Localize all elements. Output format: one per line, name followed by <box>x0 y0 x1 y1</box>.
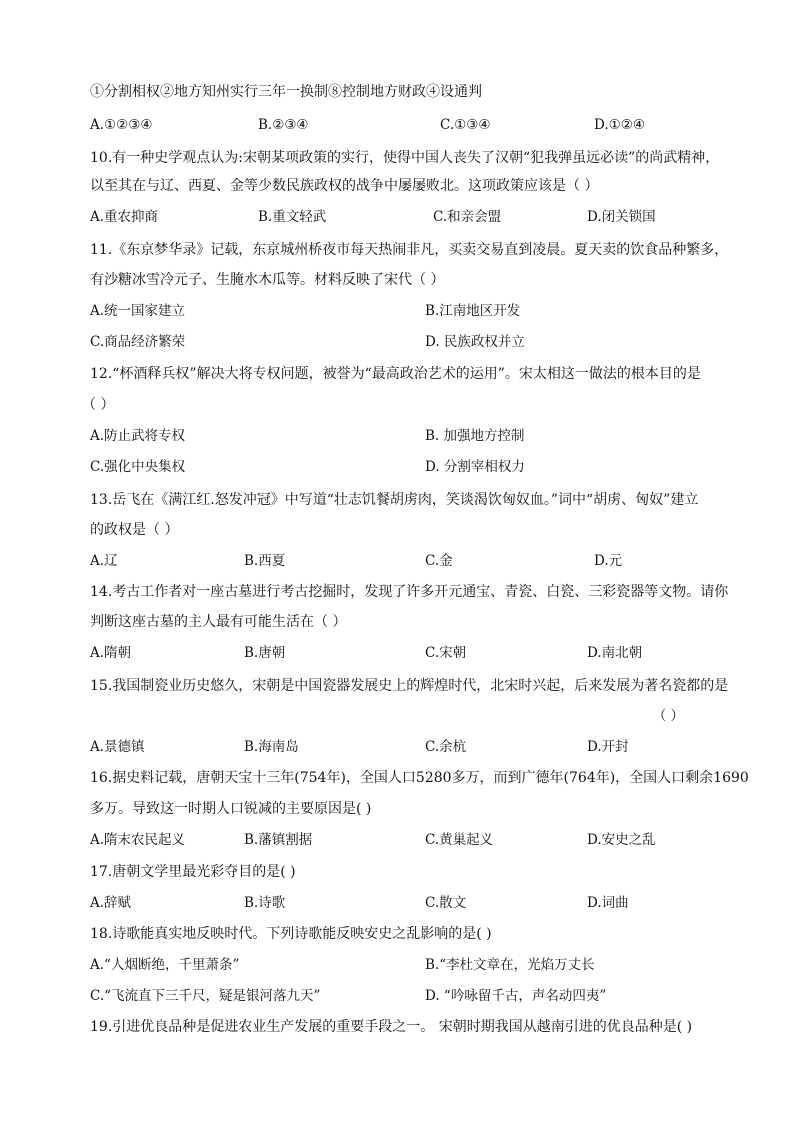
q12-option-d: D. 分割宰相权力 <box>425 459 525 475</box>
q13-option-a: A.辽 <box>90 553 118 569</box>
q10-stem-line1: 10.有一种史学观点认为:宋朝某项政策的实行，使得中国人丧失了汉朝“犯我弹虽远必读”的尚武精神， <box>90 150 720 166</box>
q11-option-c: C.商品经济繁荣 <box>90 334 186 350</box>
q10-option-d: D.闭关锁国 <box>587 209 656 225</box>
q15-option-d: D.开封 <box>587 739 629 755</box>
q16-stem-line1: 16.据史料记载，唐朝天宝十三年(754年)，全国人口5280多万，而到广德年(764年)，全国人口剩余1690 <box>90 770 749 786</box>
q18-option-a: A.“人烟断绝，千里萧条” <box>90 957 240 973</box>
q16-option-c: C.黄巢起义 <box>425 832 494 848</box>
q14-option-a: A.隋朝 <box>90 645 132 661</box>
q18-option-b: B.“李杜文章在，光焰万丈长 <box>425 957 595 973</box>
q9-option-b: B.②③④ <box>258 117 309 133</box>
q14-option-b: B.唐朝 <box>244 645 286 661</box>
q12-option-c: C.强化中央集权 <box>90 459 186 475</box>
q19-stem: 19.引进优良品种是促进农业生产发展的重要手段之一。 宋朝时期我国从越南引进的优良品种是( ) <box>90 1019 693 1035</box>
q16-option-b: B.藩镇割据 <box>244 832 313 848</box>
q14-option-d: D.南北朝 <box>587 645 643 661</box>
q10-option-b: B.重文轻武 <box>258 209 327 225</box>
q11-option-a: A.统一国家建立 <box>90 303 186 319</box>
q11-stem-line1: 11.《东京梦华录》记载，东京城州桥夜市每天热闹非凡，买卖交易直到凌晨。夏天卖的饮食品种繁多， <box>90 242 729 258</box>
q14-option-c: C.宋朝 <box>425 645 467 661</box>
q15-option-c: C.余杭 <box>425 739 467 755</box>
q11-option-d: D. 民族政权并立 <box>425 334 525 350</box>
q18-option-d: D. “吟咏留千古，声名动四夷” <box>425 988 607 1004</box>
q16-stem-line2: 多万。导致这一时期人口锐减的主要原因是( ) <box>90 801 372 817</box>
q12-stem-line2: （ ） <box>82 397 115 413</box>
q15-option-a: A.景德镇 <box>90 739 145 755</box>
q15-stem-line1: 15.我国制瓷业历史悠久，宋朝是中国瓷器发展史上的辉煌时代，北宋时兴起，后来发展为著名瓷都的是 <box>90 678 729 694</box>
q13-stem-line1: 13.岳飞在《满江红.怒发冲冠》中写道“壮志饥餐胡虏肉，笑谈渴饮匈奴血。”词中“胡虏、匈奴”建立 <box>90 492 699 508</box>
q14-stem-line2: 判断这座古墓的主人最有可能生活在（ ） <box>90 614 347 630</box>
q14-stem-line1: 14.考古工作者对一座古墓进行考古挖掘时，发现了许多开元通宝、青瓷、白瓷、三彩瓷器等文物。请你 <box>90 584 729 600</box>
q17-option-b: B.诗歌 <box>244 895 286 911</box>
q11-stem-line2: 有沙糖冰雪冷元子、生腌水木瓜等。材料反映了宋代（ ） <box>90 272 445 288</box>
q16-option-d: D.安史之乱 <box>587 832 656 848</box>
q17-stem: 17.唐朝文学里最光彩夺目的是( ) <box>90 864 296 880</box>
q9-option-d: D.①②④ <box>594 117 645 133</box>
q12-option-a: A.防止武将专权 <box>90 428 186 444</box>
q12-option-b: B. 加强地方控制 <box>425 428 525 444</box>
q9-option-a: A.①②③④ <box>90 117 153 133</box>
q12-stem-line1: 12.“杯酒释兵权”解决大将专权问题，被誉为“最高政治艺术的运用”。宋太相这一做法的根本目的是 <box>90 366 701 382</box>
q10-option-c: C.和亲会盟 <box>433 209 502 225</box>
q17-option-c: C.散文 <box>425 895 467 911</box>
q17-option-d: D.词曲 <box>587 895 629 911</box>
q18-option-c: C.“飞流直下三千尺，疑是银河落九天” <box>90 988 321 1004</box>
q10-stem-line2: 以至其在与辽、西夏、金等少数民族政权的战争中屡屡败北。这项政策应该是（ ） <box>90 178 599 194</box>
q13-option-b: B.西夏 <box>244 553 286 569</box>
q17-option-a: A.辞赋 <box>90 895 132 911</box>
q13-option-d: D.元 <box>594 553 623 569</box>
q10-option-a: A.重农抑商 <box>90 209 159 225</box>
q13-option-c: C.金 <box>425 553 453 569</box>
q18-stem: 18.诗歌能真实地反映时代。下列诗歌能反映安史之乱影响的是( ) <box>90 926 492 942</box>
q15-answer-blank: （ ） <box>652 708 684 724</box>
q9-option-c: C.①③④ <box>440 117 491 133</box>
q13-stem-line2: 的政权是（ ） <box>90 522 179 538</box>
q11-option-b: B.江南地区开发 <box>425 303 521 319</box>
q16-option-a: A.隋末农民起义 <box>90 832 186 848</box>
q9-statements: ①分割相权②地方知州实行三年一换制⑧控制地方财政④设通判 <box>90 84 482 100</box>
q15-option-b: B.海南岛 <box>244 739 299 755</box>
